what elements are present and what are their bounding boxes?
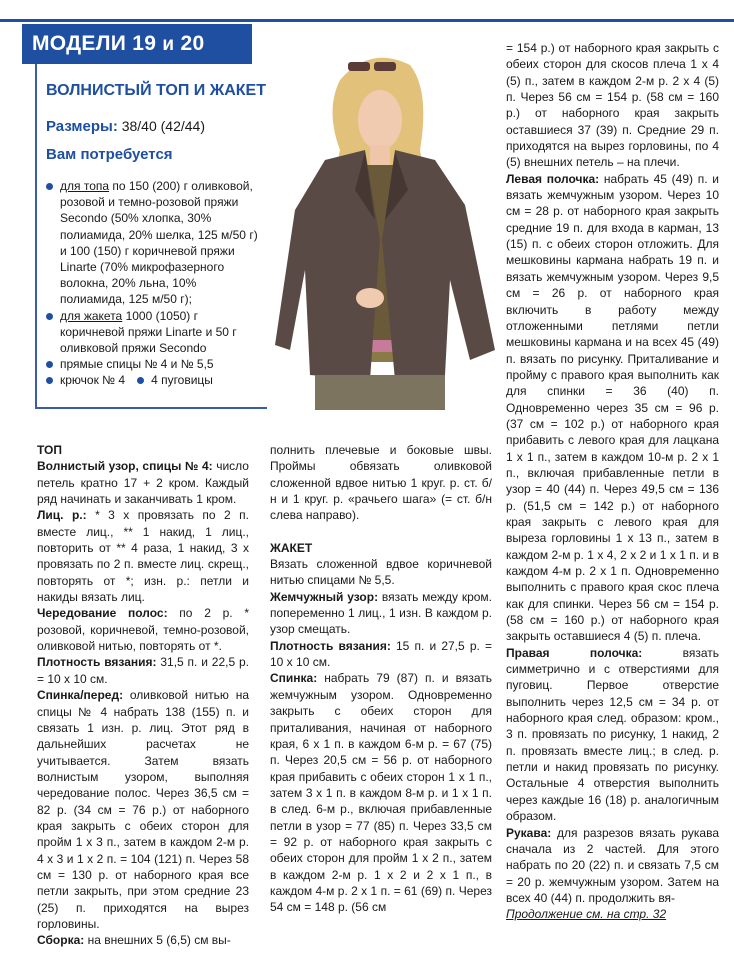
top-materials-text: по 150 (200) г оливковой, розовой и темно-розовой пряжи Secondo (50% хлопка, 30% полиамида, 20% шелка, 125 м/50 г) и 100 (150) г коричневой пряжи Linarte (70% микрофазерного волокна, 20% льна, 10% полиамида, 125 м/50 г); — [60, 179, 258, 307]
stripes-paragraph — [37, 605, 249, 654]
banner-prefix: МОДЕЛИ 19 — [32, 32, 157, 55]
back-text: набрать 79 (87) п. и вязать жемчужным узором. Одновременно закрыть с обеих сторон для приталивания, начиная от наборного края, 6 х 1 п. в каждом 6-м р. = 67 (75) п. Через 20,5 см = 56 р. от наборного края прибавить с обеих сторон 1 х 1 п., затем 3 х 1 п. в каждом 8-м р. и 1 х 1 п. в след. 6-м р., включая прибавленные петли в узор = 77 (85) п. Через 33,5 см = 92 р. от наборного края закрыть с обеих сторон для пройм 1 х 2 п., затем в каждом 2-м р. 1 х 2 и 2 х 1 п., в каждом 4-м р. 2 х 1 п. = 61 (69) п. Через 54 см = 148 р. (56 см — [270, 671, 492, 915]
back-continued: = 154 р.) от наборного края закрыть с обеих сторон для скосов плеча 1 х 4 (5) п., затем в каждом 2-м р. 2 х 4 (5) п. Через 56 см = 154 р. (58 см = 160 р.) от наборного края закрыть оставшиеся 37 (39) п. Средние 29 п. приходятся на вырез горловины, по 4 (5) внешних петель – на плечи. — [506, 41, 719, 170]
back-paragraph — [270, 670, 492, 915]
sleeves-label: Рукава: — [506, 825, 552, 840]
continued-link[interactable]: Продолжение см. на стр. 32 — [506, 907, 667, 922]
materials-list — [46, 178, 258, 389]
pearl-text: вязать между кром. попеременно 1 лиц., 1 изн. В каждом р. узор смещать. — [270, 589, 493, 637]
jacket-density-label: Плотность вязания: — [270, 638, 391, 653]
jacket-heading: ЖАКЕТ — [270, 540, 313, 555]
text-column-1 — [37, 442, 249, 949]
right-front-text: вязать симметрично и с отверстиями для пуговиц. Первое отверстие выполнить через 12,5 см = 34 р. от наборного края след. образом: кром., 3 п. провязать по рисунку, 1 накид, 2 п. провязать вместе лиц.; в след. р. петли и накид провязать по рисунку. Остальные 4 отверстия выполнить через каждые 16 (18) р. аналогичным образом. — [506, 645, 720, 824]
assembly-label: Сборка: — [37, 933, 85, 948]
model-photo — [270, 40, 500, 410]
sleeves-text: для разрезов вязать рукава сначала из 2 частей. Для этого набрать по 20 (22) п. и связать 7,5 см = 20 р. жемчужным узором. Затем на всех 40 (44) п. продолжить вя- — [506, 825, 719, 905]
back-label: Спинка: — [270, 671, 318, 686]
left-front-label: Левая полочка: — [506, 171, 600, 186]
jacket-density-paragraph — [270, 638, 492, 671]
bullet-icon — [46, 183, 53, 190]
bullet-icon — [46, 377, 53, 384]
density-paragraph — [37, 654, 249, 687]
wave-text: число петель кратно 17 + 2 кром. Каждый ряд начинать и заканчивать 1 кром. — [37, 459, 249, 507]
assembly-continued: полнить плечевые и боковые швы. Проймы обвязать оливковой сложенной вдвое нитью 1 круг. р. ст. б/н и 1 круг. р. «рачьего шага» (= ст. б/н слева направо). — [270, 443, 492, 523]
banner-num: 20 — [180, 32, 205, 55]
top-heading: ТОП — [37, 443, 62, 457]
back-front-label: Спинка/перед: — [37, 688, 124, 703]
density-text: 31,5 п. и 22,5 р. = 10 х 10 см. — [37, 655, 249, 686]
face-label: Лиц. р.: — [37, 508, 87, 523]
needles-text: прямые спицы № 4 и № 5,5 — [60, 357, 214, 372]
top-link: для топа — [60, 179, 110, 193]
materials-heading: Вам потребуется — [46, 146, 173, 163]
back-front-text: оливковой нитью на спицы № 4 набрать 138 (155) п. и связать 1 изн. р. лиц. Этот ряд в дальнейших расчетах не учитывается. Затем вязать волнистым узором, выполняя чередование полос. Через 36,5 см = 82 р. (34 см = 76 р.) от наборного края закрыть с обеих сторон для пройм 1 х 3 п., затем в каждом 2-м р. 4 х 3 и 1 х 2 п. = 104 (121) п. Через 58 см = 130 р. от наборного края все петли закрыть, при этом средние 23 (25) п. приходятся на вырез горловины. — [37, 688, 249, 931]
material-item-buttons — [137, 372, 213, 388]
hook-text: крючок № 4 — [60, 373, 126, 388]
sizes-label: Размеры: — [46, 118, 118, 135]
article-title: ВОЛНИСТЫЙ ТОП И ЖАКЕТ — [46, 82, 266, 99]
material-item-jacket — [46, 308, 258, 357]
bullet-icon — [137, 377, 144, 384]
material-item-top — [46, 178, 258, 308]
pearl-label: Жемчужный узор: — [270, 589, 379, 604]
sizes-value: 38/40 (42/44) — [121, 118, 206, 134]
stripes-text: по 2 р. * розовой, коричневой, темно-розовой, оливковой нитью, повторять от *. — [37, 606, 249, 654]
material-row — [46, 372, 258, 388]
bullet-icon — [46, 313, 53, 320]
wave-pattern-paragraph — [37, 458, 249, 507]
jacket-link: для жакета — [60, 308, 123, 323]
right-front-paragraph — [506, 645, 719, 825]
jacket-density-text: 15 п. и 27,5 р. = 10 х 10 см. — [270, 638, 492, 670]
wave-label: Волнистый узор, спицы № 4: — [37, 459, 213, 474]
sizes-line — [46, 118, 205, 135]
buttons-text: 4 пуговицы — [151, 373, 213, 388]
top-rule — [0, 19, 734, 22]
back-front-paragraph — [37, 687, 249, 932]
pearl-paragraph — [270, 589, 492, 638]
left-front-paragraph — [506, 171, 719, 645]
text-column-2 — [270, 442, 492, 916]
density-label: Плотность вязания: — [37, 655, 157, 670]
jacket-materials-text: 1000 (1050) г коричневой пряжи Linarte и 50 г оливковой пряжи Secondo — [60, 308, 237, 356]
face-row-paragraph — [37, 507, 249, 605]
right-front-label: Правая полочка: — [506, 645, 643, 660]
models-banner — [22, 24, 252, 64]
banner-and: и — [162, 34, 175, 55]
material-item-hook — [46, 372, 125, 388]
material-item-needles — [46, 356, 258, 372]
left-front-text: набрать 45 (49) п. и вязать жемчужным узором. Через 10 см = 28 р. от наборного края закрыть средние 19 п. для входа в карман, 13 (15) п. с обеих сторон отложить. Для мешковины кармана набрать 19 п. и вязать жемчужным узором. Через 9,5 см = 26 р. от наборного края включить в работу между отложенными петлями петли мешковины кармана и на всех 45 (49) п. вязать по рисунку. Приталивание и пройму с правого края выполнить как для спинки = 36 (40) п. Одновременно через 35 см = 96 р. (37 см = 102 р.) от наборного края прибавить с левого края для лацкана 1 х 1 п., затем в каждом 10-м р. 2 х 1 п., включая прибавленные петли в узор = 40 (44) п. Через 49,5 см = 136 р. (51,5 см = 142 р.) от наборного края закрыть с левого края для выреза горловины 1 х 13 п., затем в каждом 2-м р. 1 х 4, 2 х 2 и 1 х 1 п. и в каждом 4-м р. 2 х 1 п. Одновременно выполнить с правого края скос плеча как для спинки. Через 56 см = 154 р. (58 см = 160 р.) от наборного края закрыть оставшиеся 4 (5) п. плеча. — [506, 171, 719, 644]
stripes-label: Чередование полос: — [37, 606, 168, 621]
face-text: * 3 х провязать по 2 п. вместе лиц., ** 1 накид, 1 лиц., повторить от ** 4 раза, 1 накид, 3 х провязать по 2 п. вместе лиц. скрещ., повторять от *; изн. р.: петли и накиды вязать лиц. — [37, 508, 249, 605]
assembly-paragraph — [37, 932, 249, 948]
bullet-icon — [46, 361, 53, 368]
sleeves-paragraph — [506, 825, 719, 907]
text-column-3 — [506, 40, 719, 923]
jacket-intro: Вязать сложенной вдвое коричневой нитью спицами № 5,5. — [270, 557, 492, 588]
assembly-text: на внешних 5 (6,5) см вы- — [84, 933, 231, 948]
